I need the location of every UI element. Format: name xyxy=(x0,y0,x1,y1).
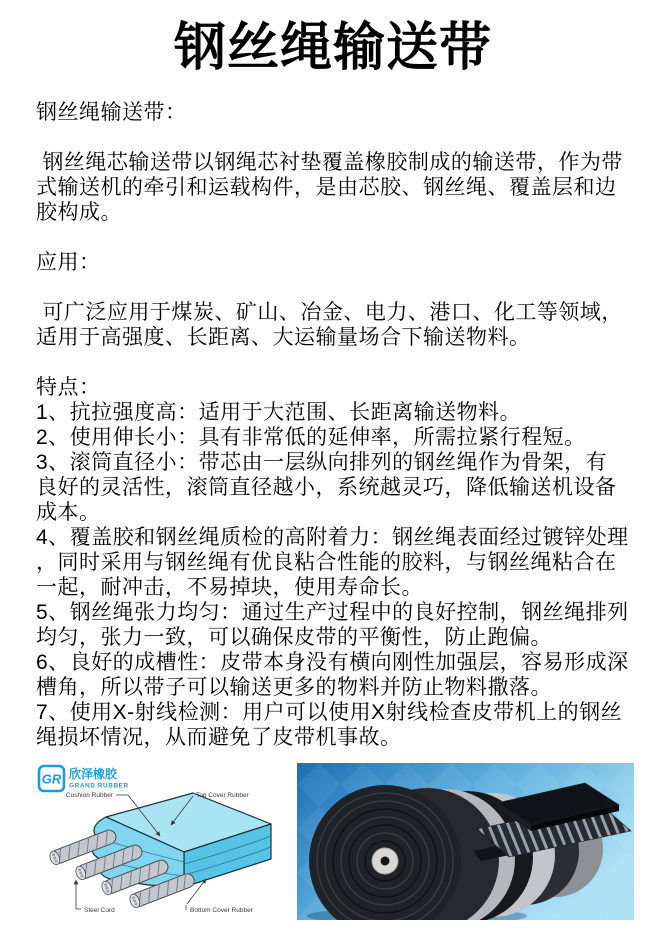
conveyor-belt-photo xyxy=(297,763,634,920)
logo-monogram: GR xyxy=(41,771,62,787)
article-line: 绳损坏情况，从而避免了皮带机事故。 xyxy=(36,726,402,749)
article-line: 7、使用X-射线检测：用户可以使用X射线检查皮带机上的钢丝 xyxy=(36,701,623,724)
label-top-cover-rubber: Top Cover Rubber xyxy=(196,792,249,799)
article-line: 1、抗拉强度高：适用于大范围、长距离输送物料。 xyxy=(36,401,522,424)
article-line: 特点： xyxy=(36,376,101,399)
article-line: 可广泛应用于煤炭、矿山、冶金、电力、港口、化工等领域， xyxy=(36,301,623,324)
article-line: 式输送机的牵引和运载构件，是由芯胶、钢丝绳、覆盖层和边 xyxy=(36,176,617,199)
grand-rubber-logo xyxy=(39,766,129,791)
article-line xyxy=(36,275,640,300)
article-line: 6、良好的成槽性：皮带本身没有横向刚性加强层，容易形成深 xyxy=(36,651,629,674)
logo-name-en: GRAND RUBBER xyxy=(69,782,129,790)
article-line: 成本。 xyxy=(36,501,101,524)
bottom-images-row xyxy=(36,763,666,920)
article-line: 均匀，张力一致，可以确保皮带的平衡性，防止跑偏。 xyxy=(36,626,552,649)
label-steel-cord: Steel Cord xyxy=(84,907,115,914)
article-line xyxy=(36,125,640,150)
belt-block-illustration xyxy=(92,793,271,887)
article-line: 胶构成。 xyxy=(36,201,122,224)
article-line: 5、钢丝绳张力均匀：通过生产过程中的良好控制，钢丝绳排列 xyxy=(36,601,629,624)
article-line xyxy=(36,225,640,250)
logo-name-cn: 欣泽橡胶 xyxy=(69,767,118,781)
belt-structure-diagram xyxy=(36,763,290,920)
article-line: 4、覆盖胶和钢丝绳质检的高附着力：钢丝绳表面经过镀锌处理 xyxy=(36,526,629,549)
article-line: 钢丝绳输送带： xyxy=(36,101,187,124)
article-line: 3、滚筒直径小：带芯由一层纵向排列的钢丝绳作为骨架，有 xyxy=(36,451,608,474)
label-bottom-cover-rubber: Bottom Cover Rubber xyxy=(190,907,253,914)
article-line: 槽角，所以带子可以输送更多的物料并防止物料撒落。 xyxy=(36,676,552,699)
roll-hub-hole xyxy=(381,857,390,866)
label-cushion-rubber: Cushion Rubber xyxy=(66,792,113,799)
article-line xyxy=(36,350,640,375)
article-line: 一起，耐冲击，不易掉块，使用寿命长。 xyxy=(36,576,423,599)
article-line: 2、使用伸长小：具有非常低的延伸率，所需拉紧行程短。 xyxy=(36,426,586,449)
article-line: 钢丝绳芯输送带以钢绳芯衬垫覆盖橡胶制成的输送带，作为带 xyxy=(36,151,623,174)
article-line: ，同时采用与钢丝绳有优良粘合性能的胶料，与钢丝绳粘合在 xyxy=(36,551,617,574)
article-line: 适用于高强度、长距离、大运输量场合下输送物料。 xyxy=(36,326,531,349)
article-body xyxy=(0,82,666,750)
article-line: 良好的灵活性，滚筒直径越小，系统越灵巧，降低输送机设备 xyxy=(36,476,617,499)
page-title: 钢丝绳输送带 xyxy=(173,19,492,77)
article-line: 应用： xyxy=(36,251,101,274)
